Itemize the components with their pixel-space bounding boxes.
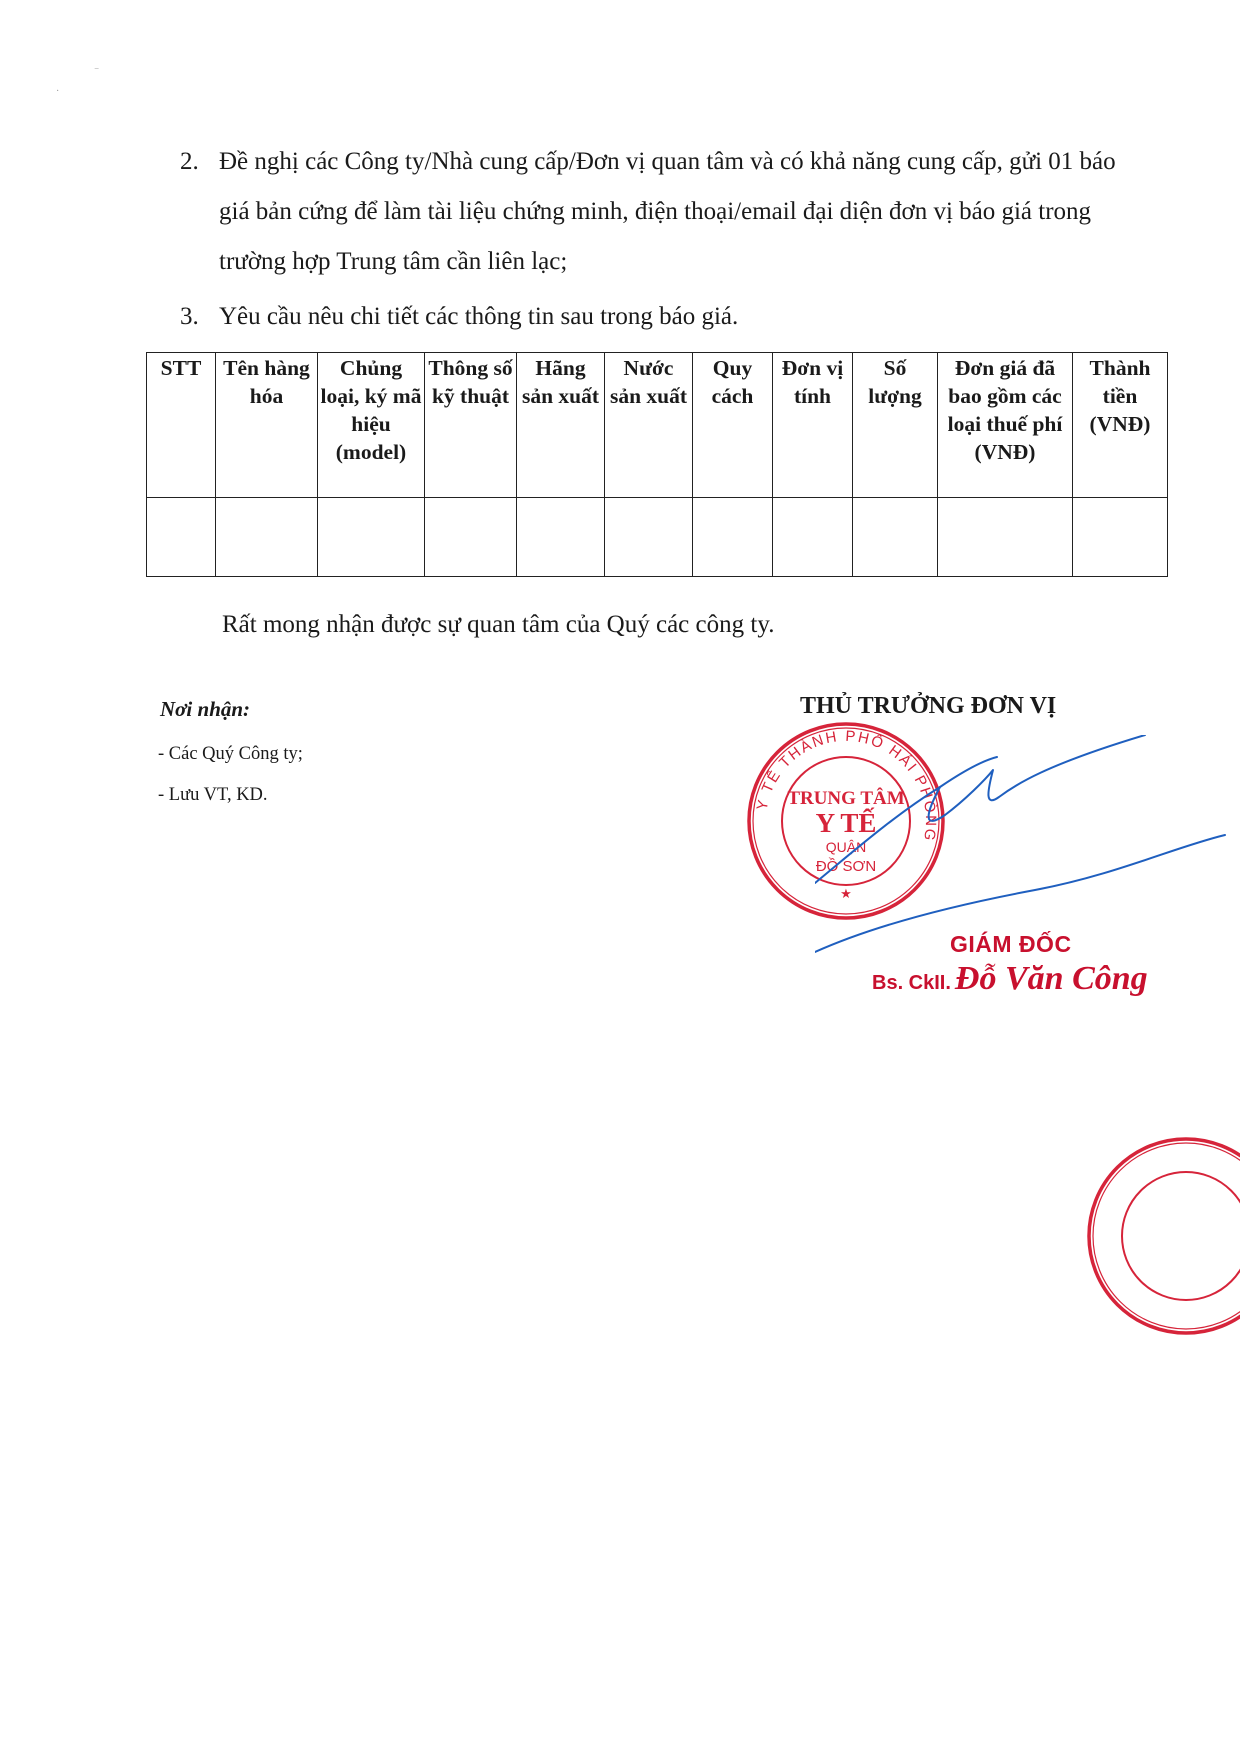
list-item-number: 3. (180, 303, 199, 330)
table-cell (938, 498, 1073, 577)
table-cell (605, 498, 693, 577)
column-header-specs: Thông số kỹ thuật (425, 353, 517, 498)
column-header-packing: Quy cách (693, 353, 773, 498)
stamp-center-line2: Y TẾ (815, 808, 877, 838)
table-cell (425, 498, 517, 577)
page-seal-partial-stamp (1085, 1135, 1240, 1335)
director-degree: Bs. CkII. (872, 972, 951, 994)
recipient-item: - Lưu VT, KD. (158, 785, 268, 805)
list-item-number: 2. (180, 148, 199, 175)
list-item-text: Yêu cầu nêu chi tiết các thông tin sau trong báo giá. (219, 303, 739, 330)
stamp-center-line1: TRUNG TÂM (787, 788, 905, 809)
table-row (147, 498, 1168, 577)
column-header-manufacturer: Hãng sản xuất (517, 353, 605, 498)
table-cell (147, 498, 216, 577)
scan-speck: · (56, 86, 60, 97)
table-cell (693, 498, 773, 577)
column-header-stt: STT (147, 353, 216, 498)
column-header-unit: Đơn vị tính (773, 353, 853, 498)
signature-heading: THỦ TRƯỞNG ĐƠN VỊ (800, 693, 1057, 719)
column-header-unit-price: Đơn giá đã bao gồm các loại thuế phí (VNĐ) (938, 353, 1073, 498)
table-cell (318, 498, 425, 577)
stamp-center-line3: QUẬN (825, 839, 867, 855)
recipient-item: - Các Quý Công ty; (158, 744, 303, 764)
column-header-item-name: Tên hàng hóa (216, 353, 318, 498)
column-header-quantity: Số lượng (853, 353, 938, 498)
quotation-table (146, 352, 1168, 577)
list-item-text: Đề nghị các Công ty/Nhà cung cấp/Đơn vị quan tâm và có khả năng cung cấp, gửi 01 báo giá bản cứng để làm tài liệu chứng minh, điện thoại/email đại diện đơn vị báo giá trong trường hợp Trung tâm cần liên lạc; (219, 148, 1116, 275)
table-cell (1073, 498, 1168, 577)
table-cell (773, 498, 853, 577)
table-header-row (147, 353, 1168, 498)
column-header-model: Chủng loại, ký mã hiệu (model) (318, 353, 425, 498)
director-title: GIÁM ĐỐC (950, 931, 1072, 957)
director-name (872, 960, 1148, 998)
stamp-center-line4: ĐỒ SƠN (815, 858, 877, 875)
table-cell (216, 498, 318, 577)
recipients-title: Nơi nhận: (160, 697, 251, 721)
table-cell (853, 498, 938, 577)
column-header-country: Nước sản xuất (605, 353, 693, 498)
column-header-total: Thành tiền (VNĐ) (1073, 353, 1168, 498)
closing-sentence: Rất mong nhận được sự quan tâm của Quý các công ty. (222, 611, 775, 638)
table-cell (517, 498, 605, 577)
scan-speck: ⁻ (94, 66, 100, 77)
director-fullname: Đỗ Văn Công (954, 960, 1148, 997)
stamp-star-icon: ★ (840, 886, 852, 901)
stamp-ring-text: Y TẾ THÀNH PHỐ HẢI PHÒNG (753, 727, 940, 844)
